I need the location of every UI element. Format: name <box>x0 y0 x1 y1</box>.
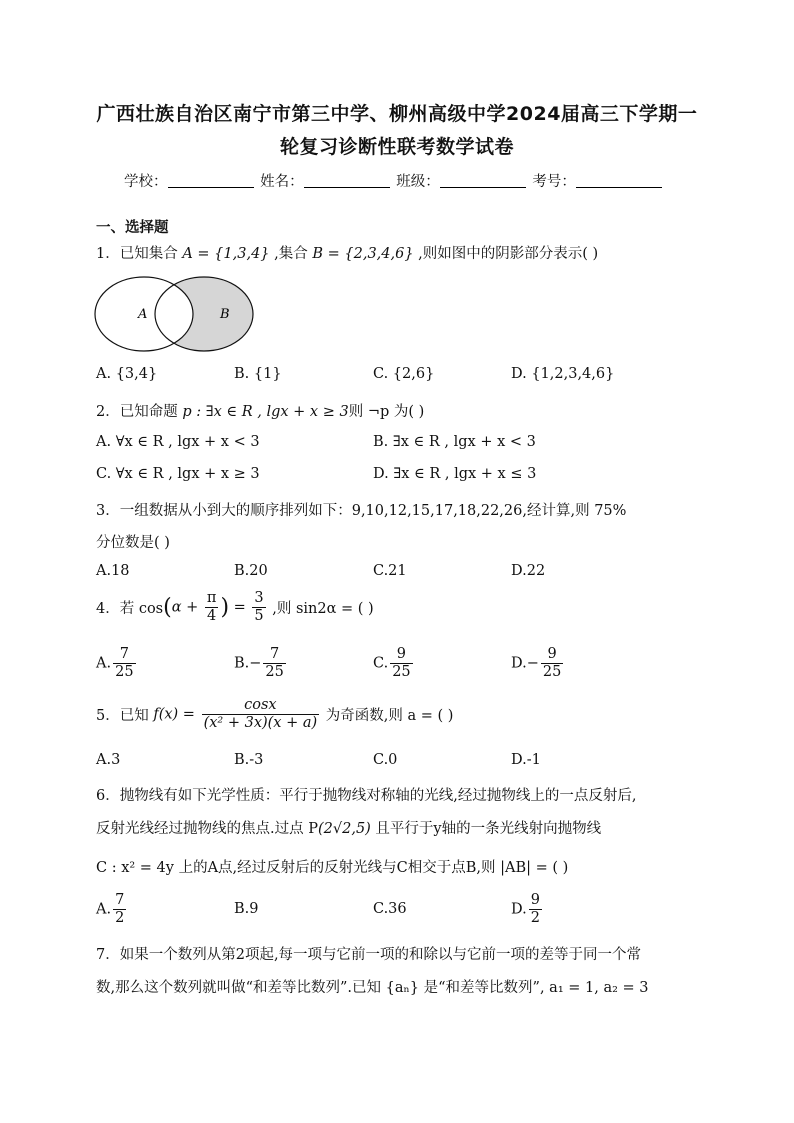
q6-option-d[interactable]: D. $\frac{9}{2}$ <box>511 892 540 926</box>
q4-option-c[interactable]: C. $\frac{9}{25}$ <box>373 646 411 680</box>
q2-prefix: 2．已知命题 <box>96 404 183 420</box>
q4-pi-over-4: $\frac{\pi}{4}$ <box>206 590 217 624</box>
q1-option-d[interactable]: D. {1,2,3,4,6} <box>511 366 615 382</box>
q6-line-1: 6．抛物线有如下光学性质：平行于抛物线对称轴的光线,经过抛物线上的一点反射后, <box>96 788 637 804</box>
question-5 <box>96 697 453 732</box>
q6-option-b[interactable]: B.9 <box>234 901 259 917</box>
q1-option-c[interactable]: C. {2,6} <box>373 366 435 382</box>
q4-option-b[interactable]: B.− $\frac{7}{25}$ <box>234 646 284 680</box>
q1-set-a: A = {1,3,4} <box>182 246 270 262</box>
q1-suffix: ,则如图中的阴影部分表示( ) <box>413 246 599 262</box>
q5-option-b[interactable]: B.-3 <box>234 752 264 768</box>
title-line-1: 广西壮族自治区南宁市第三中学、柳州高级中学2024届高三下学期一 <box>96 103 698 125</box>
q4-prefix: 4．若 cos <box>96 601 164 617</box>
exam-title <box>80 98 714 164</box>
q1-option-b[interactable]: B. {1} <box>234 366 282 382</box>
question-2 <box>96 400 424 421</box>
school-label: 学校： <box>124 174 168 190</box>
q2-option-a[interactable]: A. ∀x ∈ R , lgx + x < 3 <box>96 434 260 450</box>
q1-prefix: 1．已知集合 <box>96 246 183 262</box>
q5-option-d[interactable]: D.-1 <box>511 752 541 768</box>
q6-option-c[interactable]: C.36 <box>373 901 407 917</box>
q7-line-1: 7．如果一个数列从第2项起,每一项与它前一项的和除以与它前一项的差等于同一个常 <box>96 947 642 963</box>
class-label: 班级： <box>396 174 440 190</box>
q5-option-a[interactable]: A.3 <box>96 752 121 768</box>
q5-fraction: $\frac{\cos x}{\text{(x² + 3x)(x + a)}}$ <box>203 697 318 731</box>
q2-suffix: 则 ¬p 为( ) <box>348 404 425 420</box>
q1-set-b: B = {2,3,4,6} <box>312 246 414 262</box>
exam-number-blank[interactable] <box>576 173 662 188</box>
q3-option-a[interactable]: A.18 <box>96 563 130 579</box>
q5-option-c[interactable]: C.0 <box>373 752 398 768</box>
class-blank[interactable] <box>440 173 526 188</box>
q3-option-d[interactable]: D.22 <box>511 563 546 579</box>
q3-option-c[interactable]: C.21 <box>373 563 407 579</box>
q5-prefix: 5．已知 <box>96 708 154 724</box>
q5-fx: f(x) = <box>153 706 200 723</box>
q3-line-2: 分位数是( ) <box>96 535 170 551</box>
q2-option-d[interactable]: D. ∃x ∈ R , lgx + x ≤ 3 <box>373 466 537 482</box>
q5-suffix: 为奇函数,则 a = ( ) <box>321 708 454 724</box>
q1-mid: ,集合 <box>269 246 313 262</box>
q4-option-a[interactable]: A. $\frac{7}{25}$ <box>96 646 134 680</box>
question-1 <box>96 242 598 263</box>
q6-option-a[interactable]: A. $\frac{7}{2}$ <box>96 892 125 926</box>
exam-number-label: 考号： <box>532 174 576 190</box>
q7-line-2: 数,那么这个数列就叫做“和差等比数列”.已知 {aₙ} 是“和差等比数列”, a₁ = 1, a₂ = 3 <box>96 980 649 996</box>
q2-proposition: p : ∃x ∈ R , lgx + x ≥ 3 <box>182 404 349 420</box>
venn-label-a: A <box>138 307 148 322</box>
section-heading: 一、选择题 <box>96 220 169 236</box>
q4-alpha: α + <box>171 599 203 616</box>
student-info-row <box>124 170 664 191</box>
question-4: 4．若 cos(α + $\frac{\pi}{4}$ ) = $\frac{3}{5}$ ,则 sin2α = ( ) <box>96 590 374 624</box>
q1-option-a[interactable]: A. {3,4} <box>96 366 158 382</box>
venn-diagram <box>94 276 256 356</box>
q4-option-d[interactable]: D.− $\frac{9}{25}$ <box>511 646 562 680</box>
name-label: 姓名： <box>260 174 304 190</box>
venn-label-b: B <box>220 307 230 322</box>
q3-option-b[interactable]: B.20 <box>234 563 268 579</box>
q6-point: (2√2,5) <box>317 821 371 837</box>
q6-line-3: C : x² = 4y 上的A点,经过反射后的反射光线与C相交于点B,则 |AB| = ( ) <box>96 860 569 876</box>
title-line-2: 轮复习诊断性联考数学试卷 <box>279 136 514 158</box>
q2-option-c[interactable]: C. ∀x ∈ R , lgx + x ≥ 3 <box>96 466 260 482</box>
q6-line-2: 反射光线经过抛物线的焦点.过点 P(2√2,5) 且平行于y轴的一条光线射向抛物线 <box>96 821 602 837</box>
name-blank[interactable] <box>304 173 390 188</box>
q4-suffix: ,则 sin2α = ( ) <box>267 601 374 617</box>
q3-line-1: 3．一组数据从小到大的顺序排列如下：9,10,12,15,17,18,22,26,经计算,则 75% <box>96 503 627 519</box>
school-blank[interactable] <box>168 173 254 188</box>
q2-option-b[interactable]: B. ∃x ∈ R , lgx + x < 3 <box>373 434 536 450</box>
q4-three-fifths: $\frac{3}{5}$ <box>254 590 264 624</box>
